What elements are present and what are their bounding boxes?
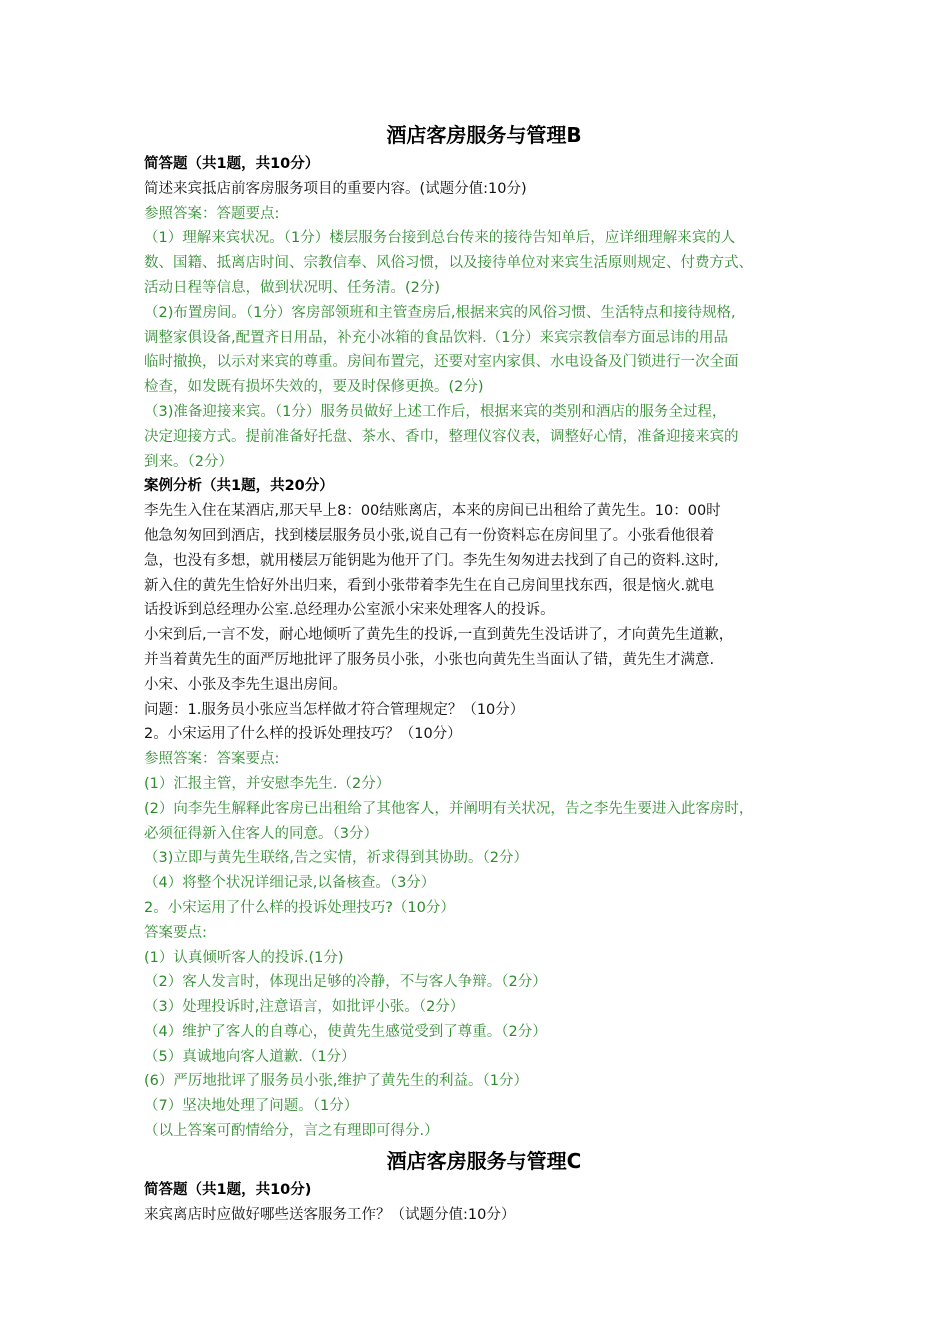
answer-line: 决定迎接方式。提前准备好托盘、茶水、香巾，整理仪容仪表，调整好心情，准备迎接来宾的 xyxy=(144,428,739,445)
answer-line: 活动日程等信息，做到状况明、任务清。(2分) xyxy=(144,279,441,296)
answer-line: （2）客人发言时，体现出足够的冷静，不与客人争辩。（2分） xyxy=(144,974,547,991)
answer-line: (6）严厉地批评了服务员小张,维护了黄先生的利益。（1分） xyxy=(144,1073,528,1090)
answer-line: 答案要点: xyxy=(144,924,207,941)
question-heading: 简答题（共1题，共10分） xyxy=(144,156,320,172)
text-line: 小宋到后,一言不发，耐心地倾听了黄先生的投诉,一直到黄先生没话讲了，才向黄先生道歉， xyxy=(144,627,734,644)
answer-line: （3)立即与黄先生联络,告之实情，祈求得到其协助。（2分） xyxy=(144,850,528,867)
answer-line: 检查，如发既有损坏失效的，要及时保修更换。(2分) xyxy=(144,379,484,396)
text-line: 李先生入住在某酒店,那天早上8：00结账离店，本来的房间已出租给了黄先生。10：00时 xyxy=(144,503,721,520)
section-title: 酒店客房服务与管理C xyxy=(386,1148,582,1173)
answer-line: (1）汇报主管，并安慰李先生.（2分） xyxy=(144,775,391,792)
text-line: 简述来宾抵店前客房服务项目的重要内容。(试题分值:10分) xyxy=(144,180,527,197)
answer-line: 参照答案：答题要点: xyxy=(144,205,280,222)
answer-line: （4）维护了客人的自尊心，使黄先生感觉受到了尊重。（2分） xyxy=(144,1023,547,1040)
text-line: 急，也没有多想，就用楼层万能钥匙为他开了门。李先生匆匆进去找到了自己的资料.这时, xyxy=(144,552,719,569)
answer-line: （7）坚决地处理了问题。（1分） xyxy=(144,1098,359,1115)
answer-line: 到来。（2分） xyxy=(144,453,233,470)
answer-line: （5）真诚地向客人道歉.（1分） xyxy=(144,1048,356,1065)
answer-line: 必须征得新入住客人的同意。（3分） xyxy=(144,825,378,842)
answer-line: 调整家俱设备,配置齐日用品，补充小冰箱的食品饮料.（1分）来宾宗教信奉方面忌讳的用品 xyxy=(144,329,728,346)
answer-line: （3）处理投诉时,注意语言，如批评小张。（2分） xyxy=(144,999,465,1016)
text-line: 问题：1.服务员小张应当怎样做才符合管理规定？（10分） xyxy=(144,701,525,718)
text-line: 话投诉到总经理办公室.总经理办公室派小宋来处理客人的投诉。 xyxy=(144,602,555,619)
text-line: 他急匆匆回到酒店，找到楼层服务员小张,说自己有一份资料忘在房间里了。小张看他很着 xyxy=(144,527,715,544)
document-page xyxy=(144,118,824,1227)
answer-line: （1）理解来宾状况。（1分）楼层服务台接到总台传来的接待告知单后，应详细理解来宾的人 xyxy=(144,230,736,247)
answer-line: （3)准备迎接来宾。（1分）服务员做好上述工作后，根据来宾的类别和酒店的服务全过程， xyxy=(144,403,727,420)
text-line: 来宾离店时应做好哪些送客服务工作？（试题分值:10分） xyxy=(144,1206,516,1223)
answer-line: （以上答案可酌情给分，言之有理即可得分.） xyxy=(144,1123,439,1140)
answer-line: (2）向李先生解释此客房已出租给了其他客人，并阐明有关状况，告之李先生要进入此客房时， xyxy=(144,800,754,817)
section-title: 酒店客房服务与管理B xyxy=(386,123,582,147)
text-line: 2。小宋运用了什么样的投诉处理技巧？（10分） xyxy=(144,726,462,743)
answer-line: (1）认真倾听客人的投诉.(1分) xyxy=(144,949,344,966)
question-heading: 案例分析（共1题，共20分） xyxy=(144,478,334,495)
answer-line: 参照答案：答案要点: xyxy=(144,751,280,768)
answer-line: （4）将整个状况详细记录,以备核查。（3分） xyxy=(144,875,436,892)
answer-line: 数、国籍、抵离店时间、宗教信奉、风俗习惯，以及接待单位对来宾生活原则规定、付费方式、 xyxy=(144,255,753,272)
question-heading: 简答题（共1题，共10分) xyxy=(144,1181,312,1198)
answer-line: 临时撤换，以示对来宾的尊重。房间布置完，还要对室内家俱、水电设备及门锁进行一次全面 xyxy=(144,354,739,371)
answer-line: （2)布置房间。（1分）客房部领班和主管查房后,根据来宾的风俗习惯、生活特点和接待规格, xyxy=(144,304,736,321)
text-line: 新入住的黄先生恰好外出归来，看到小张带着李先生在自己房间里找东西，很是恼火.就电 xyxy=(144,577,715,594)
text-line: 小宋、小张及李先生退出房间。 xyxy=(144,676,347,693)
answer-line: 2。小宋运用了什么样的投诉处理技巧?（10分） xyxy=(144,899,455,916)
text-line: 并当着黄先生的面严厉地批评了服务员小张，小张也向黄先生当面认了错，黄先生才满意. xyxy=(144,651,715,668)
